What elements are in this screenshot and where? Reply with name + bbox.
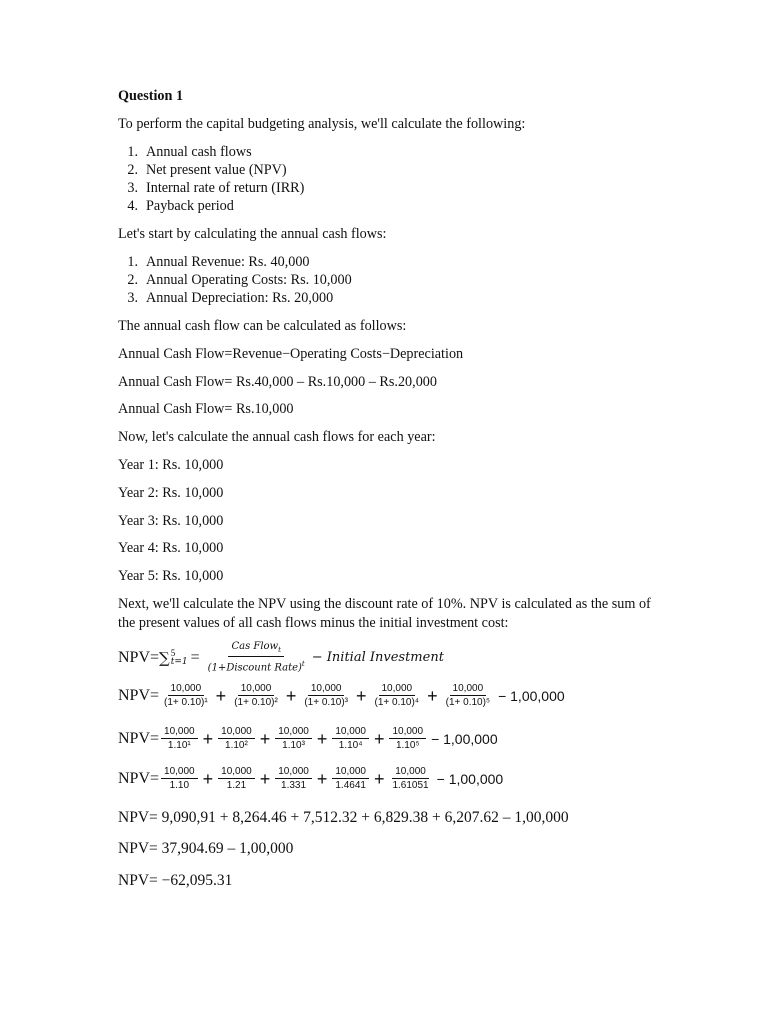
fraction-numerator: 10,000 (389, 726, 426, 739)
fraction-numerator: 10,000 (275, 726, 312, 739)
term-fraction (161, 766, 198, 792)
plus-sign: + (202, 768, 214, 789)
fraction-numerator: 10,000 (332, 726, 369, 739)
fraction-denominator: (1+ 0.10)¹ (164, 697, 208, 708)
fraction-denominator: (1+Discount Rate) (207, 662, 302, 674)
fraction-numerator: Cas Flow (231, 641, 279, 652)
fraction-denominator: 1.61051 (392, 780, 429, 791)
plus-sign: + (427, 685, 438, 706)
cash-flow-intro: Let's start by calculating the annual cash flows: (118, 226, 387, 242)
term-fraction (301, 683, 351, 709)
year-1-cash-flow: Year 1: Rs. 10,000 (118, 457, 224, 473)
fraction-denominator: (1+ 0.10)⁴ (374, 697, 420, 708)
fraction-numerator: 10,000 (238, 683, 275, 696)
term-fraction (389, 726, 426, 752)
plus-sign: + (215, 685, 227, 706)
year-4-cash-flow: Year 4: Rs. 10,000 (118, 540, 224, 556)
minus-initial-investment: − 1,00,000 (498, 688, 565, 704)
cash-flow-substitution: Annual Cash Flow= Rs.40,000 – Rs.10,000 – Rs.20,000 (118, 374, 437, 390)
term-fraction (332, 726, 369, 752)
year-5-cash-flow: Year 5: Rs. 10,000 (118, 568, 224, 584)
cash-flow-result: Annual Cash Flow= Rs.10,000 (118, 401, 294, 417)
plus-sign: + (373, 728, 385, 749)
fraction-denominator: 1.4641 (335, 780, 366, 791)
numerator-subscript: t (278, 646, 281, 654)
fraction-numerator: 10,000 (392, 766, 429, 779)
fraction-numerator: 10,000 (168, 683, 205, 696)
fraction-denominator: 1.331 (281, 780, 307, 791)
npv-label: NPV= (118, 687, 160, 704)
plus-sign: + (202, 728, 214, 749)
term-fraction (275, 766, 312, 792)
term-fraction (372, 683, 423, 709)
denominator-superscript: t (301, 660, 305, 668)
fraction-numerator: 10,000 (275, 766, 312, 779)
fraction-denominator: 1.10⁴ (338, 740, 363, 751)
fraction-numerator: 10,000 (161, 726, 198, 739)
fraction-numerator: 10,000 (161, 766, 198, 779)
year-3-cash-flow: Year 3: Rs. 10,000 (118, 513, 224, 529)
npv-sum: NPV= 37,904.69 – 1,00,000 (118, 840, 294, 857)
plus-sign: + (316, 728, 328, 749)
sum-lower-limit: t=1 (170, 656, 188, 667)
plus-sign: + (373, 768, 385, 789)
equals-sign: = (190, 648, 200, 666)
cash-flow-formula: Annual Cash Flow=Revenue−Operating Costs−Depreciation (118, 346, 464, 362)
each-year-intro: Now, let's calculate the annual cash flows for each year: (118, 429, 436, 445)
year-2-cash-flow: Year 2: Rs. 10,000 (118, 485, 224, 501)
fraction-denominator: 1.10⁵ (395, 740, 420, 751)
npv-label: NPV= (118, 730, 160, 747)
term-fraction (218, 726, 255, 752)
fraction-numerator: 10,000 (218, 766, 255, 779)
minus-initial-investment: − 1,00,000 (431, 731, 498, 747)
fraction-denominator: 1.10¹ (167, 740, 191, 751)
npv-general-formula (118, 641, 444, 674)
fraction-numerator: 10,000 (308, 683, 345, 696)
term-fraction (443, 683, 493, 709)
npv-expansion-line-4 (118, 766, 503, 792)
document-page: Question 1 To perform the capital budgeting analysis, we'll calculate the following: 1. Annual cash flows 2. Net present value (NPV) 3. Internal rate of return (IRR) 4. Payback period Let's start by calculating the annual cash flows: 1. Annual Revenue: Rs. 40,000 2. Annual Operating Costs: Rs. 10,000 3. Annual Depreciation: Rs. 20,000 The annual cash flow can be calculated as follows: Annual Cash Flow=Revenue−Operating Costs−Depreciation Annual Cash Flow= Rs.40,000 – Rs.10,000 – Rs.20,000 Annual Cash Flow= Rs.10,000 Now, let's calculate the annual cash flows for each year: Year 1: Rs. 10,000 Year 2: Rs. 10,000 Year 3: Rs. 10,000 Year 4: Rs. 10,000 Year 5: Rs. 10,000 Next, we'll calculate the NPV using the discount rate of 10%. NPV is calculated as the sum of the present values of all cash flows minus the initial investment cost: NPV= ∑ 5 t=1 = $\frac{Cas Flow_t}{(1+Discount Rate)^t}$ − Initial Investment NPV= $\frac{10,000}{\text{(1+ 0.10)¹}}$ + $\frac{10,000}{\text{(1+ 0.10)²}}$ + $\frac{10,000}{\text{(1+ 0.10)³}}$ + $\frac{10,000}{\text{(1+ 0.10)⁴}}$ + $\frac{10,000}{\text{(1+ 0.10)⁵}}$ − 1,00,000 NPV= $\frac{10,000}{\text{1.10¹}}$ + $\frac{10,000}{\text{1.10²}}$ + $\frac{10,000}{\text{1.10³}}$ + $\frac{10,000}{\text{1.10⁴}}$ + $\frac{10,000}{\text{1.10⁵}}$ − 1,00,000 NPV= $\frac{10,000}{1.10}$ + $\frac{10,000}{1.21}$ + $\frac{10,000}{1.331}$ + $\frac{10,000}{1.4641}$ + $\frac{10,000}{1.61051}$ − 1,00,000 NPV= 9,090,91 + 8,264.46 + 7,512.32 + 6,829.38 + 6,207.62 – 1,00,000 NPV= 37,904.69 – 1,00,000 NPV= −62,095.31 (118, 88, 651, 889)
npv-final-result: NPV= −62,095.31 (118, 872, 233, 889)
npv-label: NPV= (118, 770, 160, 787)
plus-sign: + (259, 768, 271, 789)
plus-sign: + (316, 768, 328, 789)
fraction-denominator: 1.21 (226, 780, 247, 791)
fraction-numerator: 10,000 (450, 683, 487, 696)
npv-present-values: NPV= 9,090,91 + 8,264.46 + 7,512.32 + 6,829.38 + 6,207.62 – 1,00,000 (118, 809, 569, 826)
npv-intro-line-1: Next, we'll calculate the NPV using the discount rate of 10%. NPV is calculated as the sum of (118, 596, 651, 612)
initial-investment-term: − Initial Investment (311, 650, 444, 666)
intro-text: To perform the capital budgeting analysis, we'll calculate the following: (118, 116, 526, 132)
npv-intro-line-2: the present values of all cash flows minus the initial investment cost: (118, 615, 509, 631)
npv-label: NPV= (118, 648, 160, 666)
fraction-denominator: (1+ 0.10)⁵ (445, 697, 491, 708)
cash-flow-calc-intro: The annual cash flow can be calculated as follows: (118, 318, 407, 334)
term-fraction (161, 683, 211, 709)
sum-upper-limit: 5 (170, 647, 176, 658)
question-title: Question 1 (118, 88, 184, 104)
fraction-numerator: 10,000 (379, 683, 416, 696)
fraction-denominator: (1+ 0.10)³ (304, 697, 348, 708)
npv-expansion-line-3 (118, 726, 498, 752)
discount-fraction (205, 641, 308, 674)
fraction-denominator: 1.10 (169, 780, 190, 791)
term-fraction (231, 683, 281, 709)
fraction-denominator: 1.10³ (282, 740, 305, 751)
fraction-numerator: 10,000 (218, 726, 255, 739)
term-fraction (332, 766, 369, 792)
term-fraction (389, 766, 431, 792)
minus-initial-investment: − 1,00,000 (436, 771, 504, 787)
fraction-numerator: 10,000 (332, 766, 369, 779)
plus-sign: + (259, 728, 271, 749)
fraction-denominator: 1.10² (225, 740, 248, 751)
fraction-denominator: (1+ 0.10)² (234, 697, 278, 708)
npv-expansion-line-2 (118, 683, 565, 709)
plus-sign: + (285, 685, 297, 706)
sigma-symbol: ∑ (159, 648, 170, 667)
plus-sign: + (355, 685, 367, 706)
term-fraction (218, 766, 255, 792)
term-fraction (275, 726, 312, 752)
term-fraction (161, 726, 198, 752)
